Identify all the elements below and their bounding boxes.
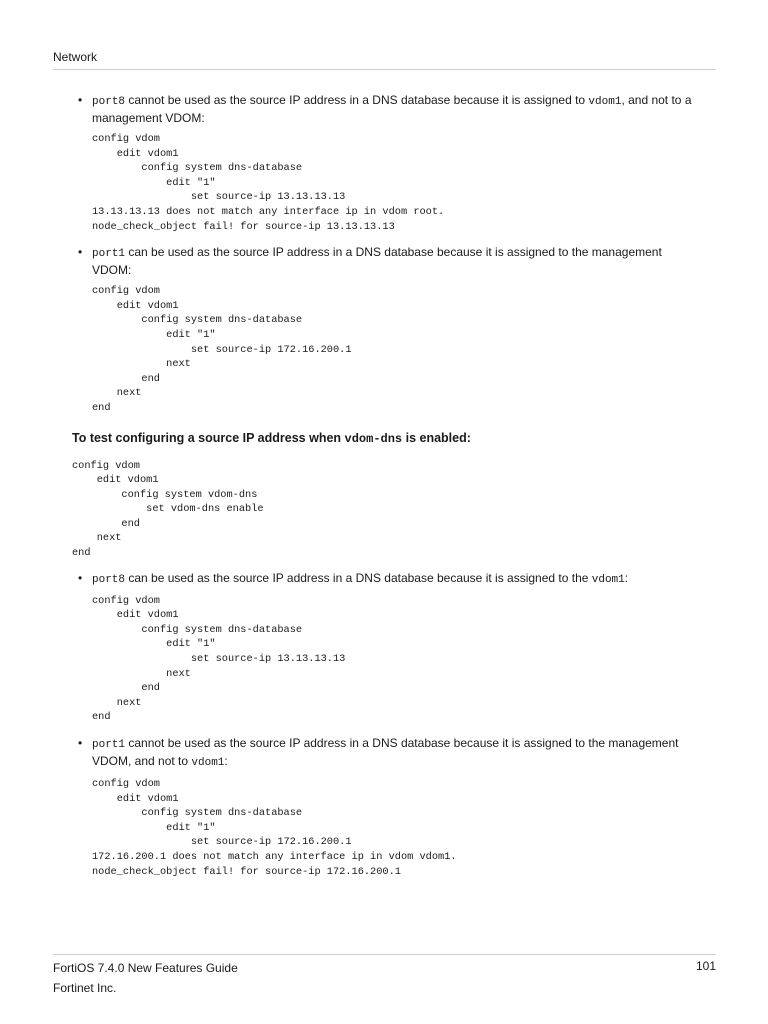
bullet-text: can be used as the source IP address in a DNS database because it is assigned to the management VDOM: <box>92 245 662 278</box>
inline-code: vdom1 <box>591 573 625 586</box>
inline-code: vdom-dns <box>344 431 403 446</box>
code-block: config vdom edit vdom1 config system vdom-dns set vdom-dns enable end next end <box>72 459 264 560</box>
footer <box>53 958 238 998</box>
inline-code: port8 <box>92 573 126 586</box>
code-block: config vdom edit vdom1 config system dns-database edit "1" set source-ip 172.16.200.1 next end next end <box>92 285 352 414</box>
footer-guide-title: FortiOS 7.4.0 New Features Guide <box>53 961 238 975</box>
inline-code: port1 <box>92 248 126 261</box>
heading-text: To test configuring a source IP address when <box>72 430 345 445</box>
footer-company: Fortinet Inc. <box>53 981 117 995</box>
page-content <box>0 92 768 889</box>
bullet-text: : <box>224 754 228 768</box>
bullet-port1-enabled <box>92 735 692 771</box>
footer-divider <box>53 954 716 955</box>
inline-code: port8 <box>92 96 126 108</box>
bullet-port1-management <box>92 244 692 278</box>
running-header: Network <box>53 50 98 64</box>
bullet-text: : <box>624 570 629 585</box>
bullet-text: cannot be used as the source IP address in a DNS database because it is assigned to the management VDOM, and not to <box>92 736 679 768</box>
section-heading <box>72 430 768 447</box>
bullet-port8-enabled <box>92 570 692 588</box>
inline-code: port1 <box>92 739 126 751</box>
bullet-text: , and not to a management VDOM: <box>92 93 692 125</box>
code-block: config vdom edit vdom1 config system dns-database edit "1" set source-ip 172.16.200.1 172.16.200.1 does not match any interface ip in vdom vdom1. node_check_object fail! for source-ip 172.16.200.1 <box>92 778 457 878</box>
code-block: config vdom edit vdom1 config system dns-database edit "1" set source-ip 13.13.13.13 next end next end <box>92 594 346 724</box>
inline-code: vdom1 <box>191 757 225 769</box>
heading-text: is enabled: <box>402 430 471 445</box>
header-divider <box>53 69 716 70</box>
bullet-port8-vdom1 <box>92 92 692 126</box>
bullet-text: cannot be used as the source IP address in a DNS database because it is assigned to <box>125 93 589 107</box>
inline-code: vdom1 <box>588 96 622 108</box>
page-number: 101 <box>695 959 716 973</box>
code-block: config vdom edit vdom1 config system dns-database edit "1" set source-ip 13.13.13.13 13.13.13.13 does not match any interface ip in vdom root. node_check_object fail! for source-ip 13.13.13.13 <box>92 133 445 233</box>
bullet-text: can be used as the source IP address in a DNS database because it is assigned to the <box>125 570 592 585</box>
